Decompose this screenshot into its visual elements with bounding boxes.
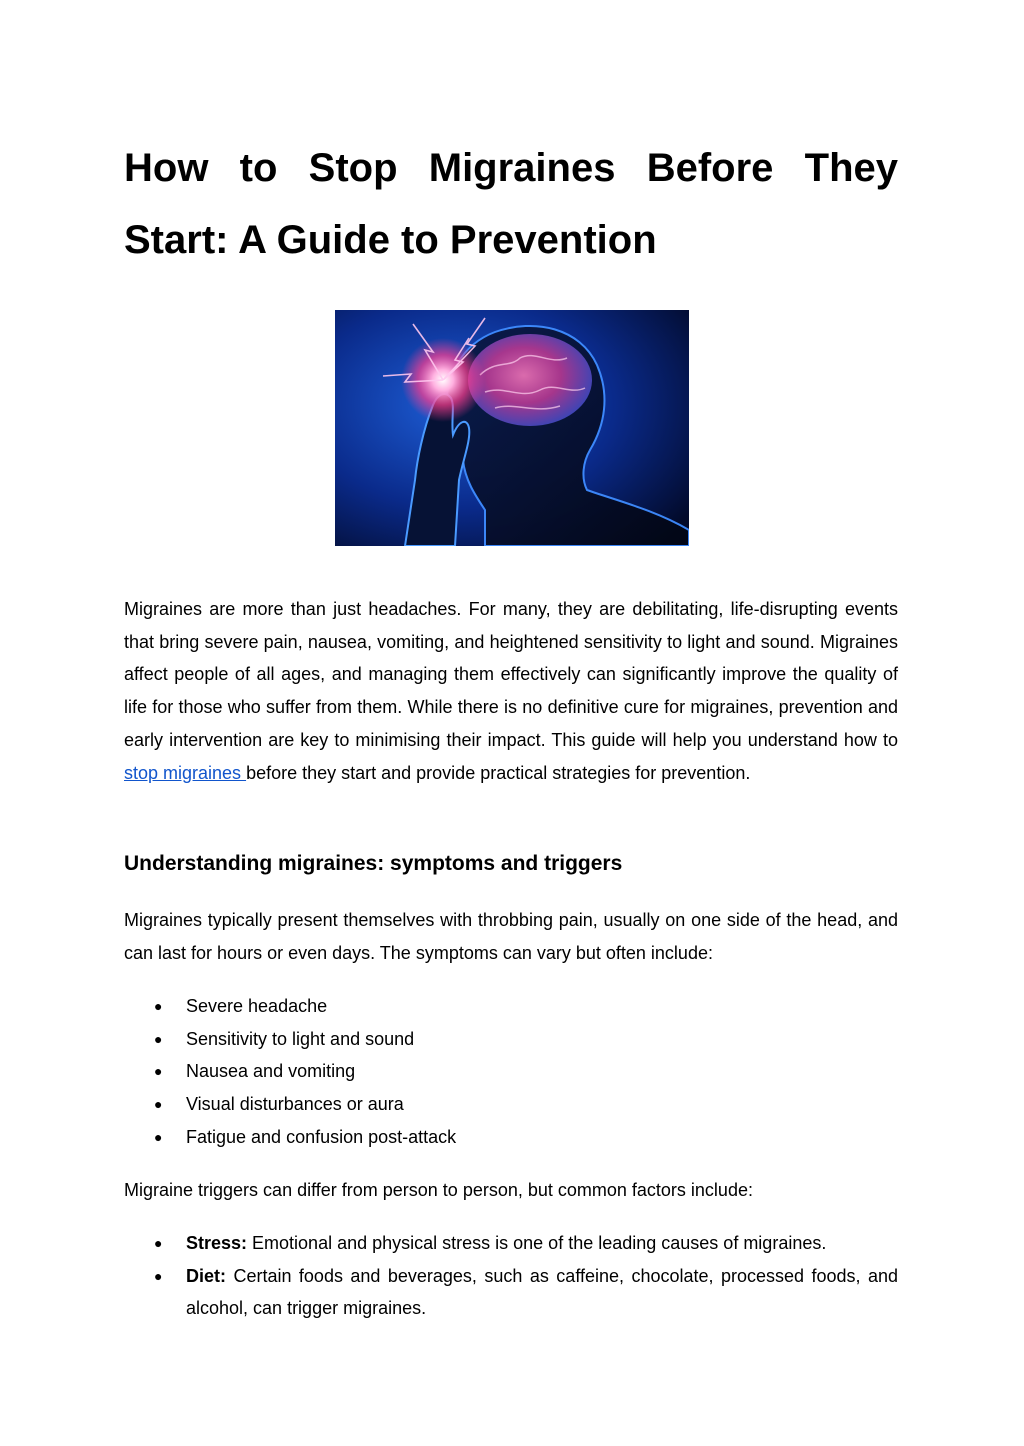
bullet-icon: ● xyxy=(154,1063,163,1080)
intro-text-before-link: Migraines are more than just headaches. For many, they are debilitating, life-disrupting events that bring severe pain, nausea, vomiting, and heightened sensitivity to light and sound. Migraines affect people of all ages, and managing them effectively can significantly improve the quality of life for those who suffer from them. While there is no definitive cure for migraines, prevention and early intervention are key to minimising their impact. This guide will help you understand how to xyxy=(124,599,898,750)
list-item xyxy=(124,1055,898,1088)
list-item xyxy=(124,1088,898,1121)
symptom-text: Severe headache xyxy=(186,996,328,1016)
trigger-text: Certain foods and beverages, such as caffeine, chocolate, processed foods, and alcohol, can trigger migraines. xyxy=(186,1265,898,1319)
list-item xyxy=(124,990,898,1023)
page-title: How to Stop Migraines Before They Start: A Guide to Prevention xyxy=(124,146,898,262)
bullet-icon: ● xyxy=(154,1235,163,1251)
trigger-text: Emotional and physical stress is one of the leading causes of migraines. xyxy=(247,1233,827,1253)
migraine-illustration xyxy=(335,310,689,546)
triggers-intro-paragraph: Migraine triggers can differ from person to person, but common factors include: xyxy=(124,1180,753,1200)
triggers-list xyxy=(124,1227,898,1325)
trigger-term: Stress: xyxy=(186,1233,248,1253)
head-pain-illustration-icon xyxy=(335,310,689,546)
intro-text-after-link: before they start and provide practical strategies for prevention. xyxy=(246,762,751,783)
stop-migraines-link[interactable]: stop migraines xyxy=(124,762,247,783)
symptom-text: Sensitivity to light and sound xyxy=(186,1028,415,1049)
list-item xyxy=(124,1260,898,1325)
symptom-text: Nausea and vomiting xyxy=(186,1061,356,1082)
section-heading-understanding-migraines: Understanding migraines: symptoms and triggers xyxy=(124,852,623,875)
bullet-icon: ● xyxy=(154,1128,163,1145)
trigger-term: Diet: xyxy=(186,1265,226,1286)
symptom-text: Fatigue and confusion post-attack xyxy=(186,1126,457,1147)
list-item xyxy=(124,1227,898,1260)
list-item xyxy=(124,1023,898,1056)
list-item xyxy=(124,1121,898,1154)
bullet-icon: ● xyxy=(154,1267,163,1284)
symptoms-list xyxy=(124,990,898,1154)
symptom-text: Visual disturbances or aura xyxy=(186,1094,404,1115)
bullet-icon: ● xyxy=(154,1030,163,1047)
intro-paragraph xyxy=(124,593,898,789)
bullet-icon: ● xyxy=(154,998,163,1014)
bullet-icon: ● xyxy=(154,1096,163,1113)
symptoms-intro-paragraph: Migraines typically present themselves with throbbing pain, usually on one side of the head, and can last for hours or even days. The symptoms can vary but often include: xyxy=(124,910,898,963)
